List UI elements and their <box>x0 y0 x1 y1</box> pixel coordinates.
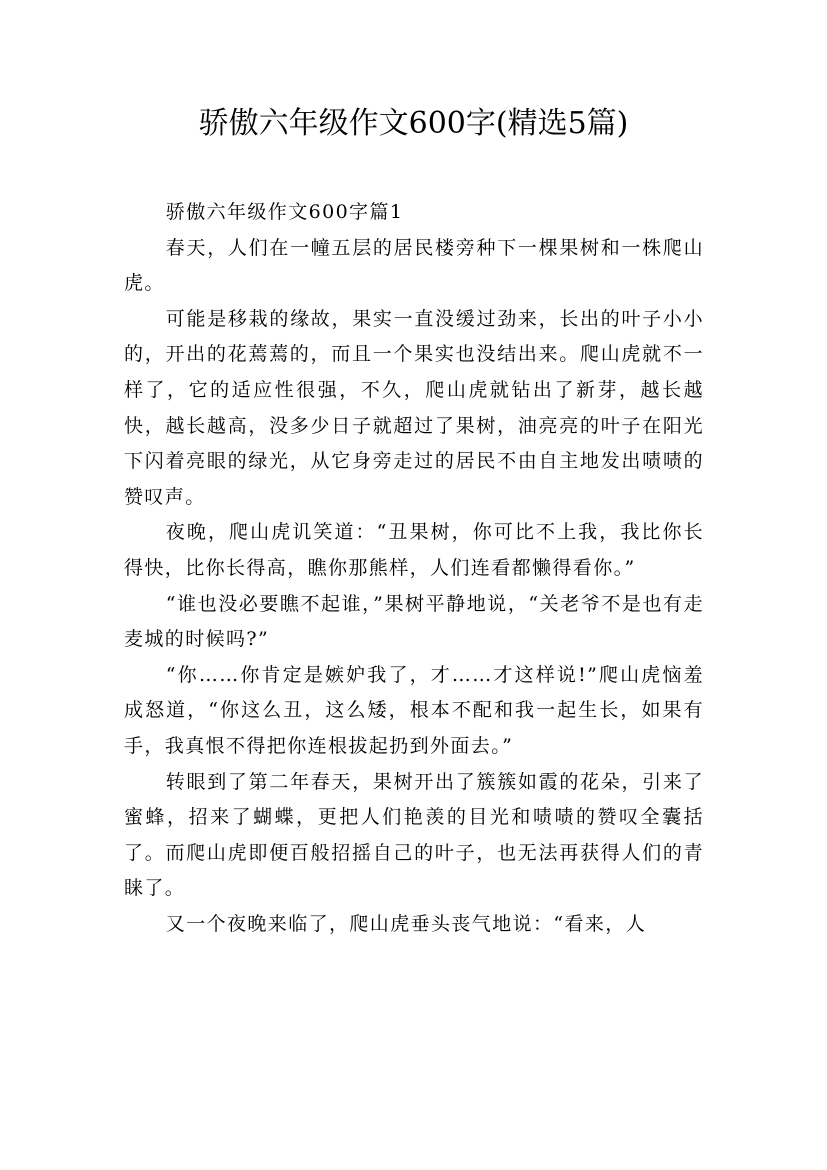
section-heading: 骄傲六年级作文600字篇1 <box>165 201 404 223</box>
document-title: 骄傲六年级作文600字(精选5篇) <box>198 106 629 141</box>
paragraph: 春天，人们在一幢五层的居民楼旁种下一棵果树和一株爬山虎。 <box>124 236 704 295</box>
paragraph: 转眼到了第二年春天，果树开出了簇簇如霞的花朵，引来了蜜蜂，招来了蝴蝶，更把人们艳羡的目光和啧啧的赞叹全囊括了。而爬山虎即便百般招摇自己的叶子，也无法再获得人们的青睐了。 <box>124 770 704 900</box>
document-body <box>124 195 704 942</box>
paragraph: 可能是移栽的缘故，果实一直没缓过劲来，长出的叶子小小的，开出的花蔫蔫的，而且一个果实也没结出来。爬山虎就不一样了，它的适应性很强，不久，爬山虎就钻出了新芽，越长越快，越长越高，没多少日子就超过了果树，油亮亮的叶子在阳光下闪着亮眼的绿光，从它身旁走过的居民不由自主地发出啧啧的赞叹声。 <box>124 307 704 508</box>
paragraph: 夜晚，爬山虎讥笑道：“丑果树，你可比不上我，我比你长得快，比你长得高，瞧你那熊样，人们连看都懒得看你。” <box>124 521 704 579</box>
paragraph: “你……你肯定是嫉妒我了，才……才这样说!”爬山虎恼羞成怒道，“你这么丑，这么矮，根本不配和我一起生长，如果有手，我真恨不得把你连根拔起扔到外面去。” <box>124 663 704 757</box>
paragraph: “谁也没必要瞧不起谁，”果树平静地说，“关老爷不是也有走麦城的时候吗?” <box>124 592 704 651</box>
paragraph: 又一个夜晚来临了，爬山虎垂头丧气地说：“看来，人 <box>165 912 647 935</box>
